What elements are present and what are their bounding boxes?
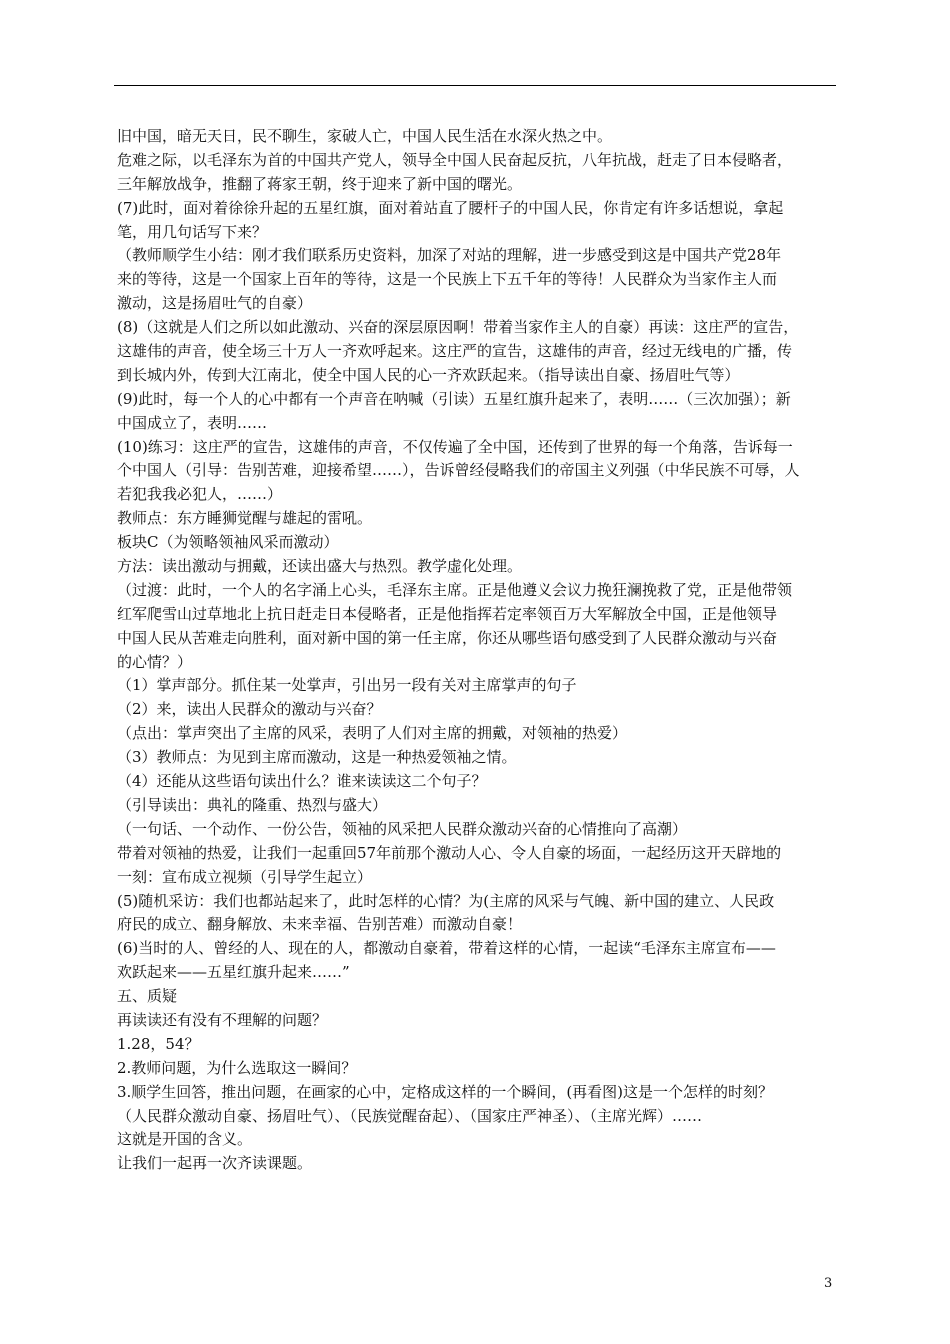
body-line: （过渡：此时，一个人的名字涌上心头，毛泽东主席。正是他遵义会议力挽狂澜挽救了党，正是他带领	[117, 580, 793, 599]
body-line: (5)随机采访：我们也都站起来了，此时怎样的心情？为(主席的风采与气魄、新中国的建立、人民政	[117, 891, 775, 910]
body-line: 个中国人（引导：告别苦难，迎接希望……），告诉曾经侵略我们的帝国主义列强（中华民族不可辱，人	[117, 461, 800, 480]
body-line: 2.教师问题，为什么选取这一瞬间？	[117, 1058, 357, 1077]
body-line: (6)当时的人、曾经的人、现在的人，都激动自豪着，带着这样的心情，一起读“毛泽东主席宣布——	[117, 939, 776, 958]
body-line: 一刻：宣布成立视频（引导学生起立）	[117, 867, 373, 886]
body-line: （人民群众激动自豪、扬眉吐气）、（民族觉醒奋起）、（国家庄严神圣）、（主席光辉）……	[117, 1106, 703, 1125]
document-body	[117, 125, 839, 1176]
body-line: 若犯我我必犯人，……）	[117, 485, 283, 504]
body-line: (10)练习：这庄严的宣告，这雄伟的声音，不仅传遍了全中国，还传到了世界的每一个角落，告诉每一	[117, 437, 793, 456]
body-line: 激动，这是扬眉吐气的自豪）	[117, 294, 313, 313]
body-line: 再读读还有没有不理解的问题？	[117, 1010, 328, 1029]
body-line: (8)（这就是人们之所以如此激动、兴奋的深层原因啊！带着当家作主人的自豪）再读：这庄严的宣告，	[117, 318, 799, 337]
header-rule	[114, 85, 836, 86]
body-line: 带着对领袖的热爱，让我们一起重回57年前那个激动人心、令人自豪的场面，一起经历这开天辟地的	[117, 843, 782, 862]
body-line: 红军爬雪山过草地北上抗日赶走日本侵略者，正是他指挥若定率领百万大军解放全中国，正是他领导	[117, 604, 778, 623]
body-line: 到长城内外，传到大江南北，使全中国人民的心一齐欢跃起来。（指导读出自豪、扬眉吐气等）	[117, 365, 740, 384]
body-line: 教师点：东方睡狮觉醒与雄起的雷吼。	[117, 509, 373, 528]
body-line: 这就是开国的含义。	[117, 1130, 253, 1149]
body-line: 府民的成立、翻身解放、未来幸福、告别苦难）而激动自豪！	[117, 915, 523, 934]
section-heading: 五、质疑	[117, 987, 178, 1006]
body-line: 危难之际，以毛泽东为首的中国共产党人，领导全中国人民奋起反抗，八年抗战，赶走了日本侵略者，	[117, 150, 793, 169]
body-line: （2）来，读出人民群众的激动与兴奋？	[117, 700, 382, 719]
body-line: （教师顺学生小结：刚才我们联系历史资料，加深了对站的理解，进一步感受到这是中国共产党28年	[117, 246, 782, 265]
body-line: （4）还能从这些语句读出什么？谁来读读这二个句子？	[117, 772, 487, 791]
body-line: 让我们一起再一次齐读课题。	[117, 1154, 313, 1173]
body-line: 中国成立了，表明……	[117, 413, 268, 432]
body-line: （1）掌声部分。抓住某一处掌声，引出另一段有关对主席掌声的句子	[117, 676, 577, 695]
page-number: 3	[824, 1276, 833, 1291]
body-line: (7)此时，面对着徐徐升起的五星红旗，面对着站直了腰杆子的中国人民，你肯定有许多话想说，拿起	[117, 198, 784, 217]
body-line: 方法：读出激动与拥戴，还读出盛大与热烈。教学虚化处理。	[117, 557, 523, 576]
body-line: (9)此时，每一个人的心中都有一个声音在呐喊（引读）五星红旗升起来了，表明……（三次加强）；新	[117, 389, 791, 408]
body-line: 欢跃起来——五星红旗升起来……”	[117, 963, 350, 982]
body-line: 来的等待，这是一个国家上百年的等待，这是一个民族上下五千年的等待！人民群众为当家作主人而	[117, 270, 778, 289]
body-line: 的心情？）	[117, 652, 193, 671]
body-line: （一句话、一个动作、一份公告，领袖的风采把人民群众激动兴奋的心情推向了高潮）	[117, 819, 688, 838]
body-line: 笔，用几句话写下来？	[117, 222, 268, 241]
section-heading: 板块C（为领略领袖风采而激动）	[117, 533, 339, 552]
body-line: 3.顺学生回答，推出问题，在画家的心中，定格成这样的一个瞬间，(再看图)这是一个怎样的时刻？	[117, 1082, 774, 1101]
body-line: （引导读出：典礼的隆重、热烈与盛大）	[117, 795, 388, 814]
body-line: 这雄伟的声音，使全场三十万人一齐欢呼起来。这庄严的宣告，这雄伟的声音，经过无线电的广播，传	[117, 342, 793, 361]
body-line: 1.28，54？	[117, 1034, 200, 1053]
body-line: （点出：掌声突出了主席的风采，表明了人们对主席的拥戴，对领袖的热爱）	[117, 724, 628, 743]
body-line: 中国人民从苦难走向胜利，面对新中国的第一任主席，你还从哪些语句感受到了人民群众激动与兴奋	[117, 628, 778, 647]
body-line: 三年解放战争，推翻了蒋家王朝，终于迎来了新中国的曙光。	[117, 174, 523, 193]
body-line: 旧中国，暗无天日，民不聊生，家破人亡，中国人民生活在水深火热之中。	[117, 127, 613, 145]
body-line: （3）教师点：为见到主席而激动，这是一种热爱领袖之情。	[117, 748, 517, 767]
